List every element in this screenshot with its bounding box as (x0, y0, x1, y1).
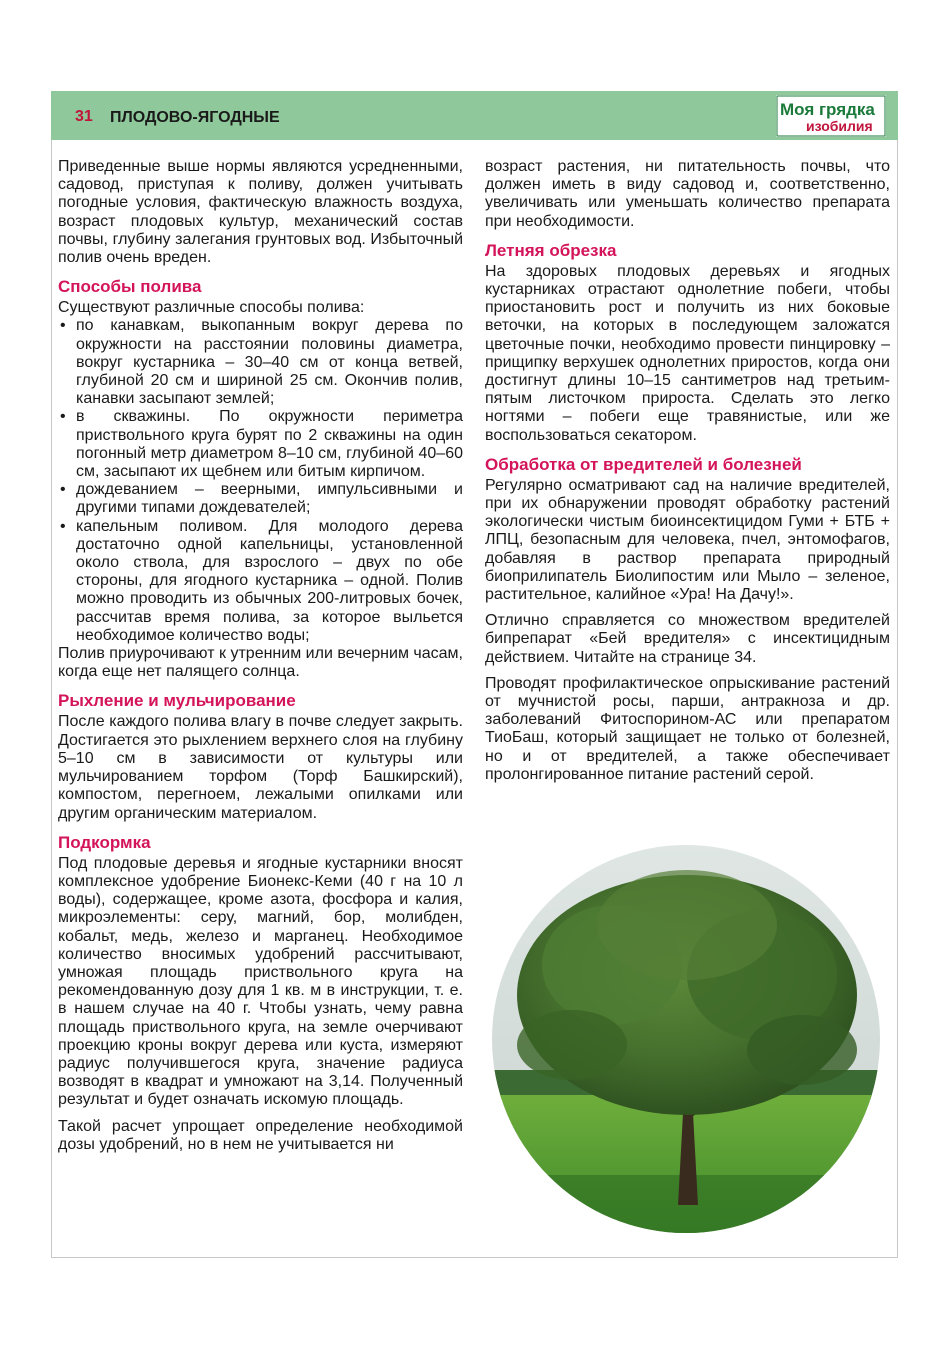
calculation-continued: возраст растения, ни питательность почвы, что должен иметь в виду садовод и, соответственно, увеличивать или уменьшать количество препарата при необходимости. (485, 158, 890, 230)
page-number: 31 (75, 108, 93, 125)
list-item: • дождеванием – веерными, импульсивными и другими типами дождевателей; (58, 481, 463, 517)
loosening-paragraph: После каждого полива влагу в почве следует закрыть. Достигается это рыхлением верхнего слоя на глубину 5–10 см в зависимости от культуры или мульчированием торфом (Торф Башкирский), компостом, перегноем, лежалыми опилками или другим органическим материалом. (58, 713, 463, 822)
watering-intro: Существуют различные способы полива: (58, 299, 365, 317)
list-item: • в скважины. По окружности периметра приствольного круга бурят по 2 скважины на один погонный метр диаметром 8–10 см, глубиной 40–60 см, засыпают их щебнем или битым кирпичом. (58, 408, 463, 481)
magazine-logo (776, 95, 886, 137)
list-item: • по канавкам, выкопанным вокруг дерева по окружности на расстоянии половины диаметра, вокруг кустарника – 30–40 см от конца ветвей, глубиной 20 см и шириной 25 см. Окончив полив, канавки засыпают землей; (58, 317, 463, 408)
heading-summer-pruning: Летняя обрезка (485, 240, 617, 260)
heading-watering-methods: Способы полива (58, 277, 202, 297)
calculation-paragraph: Такой расчет упрощает определение необходимой дозы удобрений, но в нем не учитывается ни (58, 1117, 463, 1153)
list-item: • капельным поливом. Для молодого дерева достаточно одной капельницы, установленной около ствола, для взрослого – двух по обе стороны, для ягодного кустарника – одной. Полив можно проводить из обычных 200-литровых бочек, рассчитав время полива, за которое выльется необходимое количество воды; (58, 518, 463, 645)
pruning-paragraph: На здоровых плодовых деревьях и ягодных кустарниках отрастают однолетние побеги, чтобы приостановить рост и получить из них боковые веточки, на которых в последующем заложатся цветочные почки, необходимо провести пинцировку – прищипку верхушек однолетних приростов, когда они достигнут длины 10–15 сантиметров над третьим-пятым листочком прироста. Сделать это легко ногтями – побеги еще травянистые, или же воспользоваться секатором. (485, 262, 890, 444)
tree-photo (492, 845, 880, 1233)
watering-methods-list (58, 317, 463, 645)
pests-paragraph-2: Отлично справляется со множеством вредителей бипрепарат «Бей вредителя» с инсектицидным действием. Читайте на странице 34. (485, 612, 890, 666)
watering-time-paragraph: Полив приурочивают к утренним или вечерним часам, когда еще нет палящего солнца. (58, 645, 463, 681)
heading-pest-treatment: Обработка от вредителей и болезней (485, 454, 802, 474)
logo-line1: Моя грядка (780, 100, 875, 119)
heading-feeding: Подкормка (58, 832, 151, 852)
section-title: ПЛОДОВО-ЯГОДНЫЕ (110, 109, 280, 126)
logo-line2: изобилия (806, 118, 873, 134)
feeding-paragraph: Под плодовые деревья и ягодные кустарники вносят комплексное удобрение Бионекс-Кеми (40 г на 10 л воды), содержащее, кроме азота, фосфора и калия, микроэлементы: серу, магний, бор, молибден, кобальт, медь, железо и марганец. Необходимое количество вносимых удобрений рассчитывают, умножая площадь приствольного круга на рекомендованную дозу для 1 кв. м в инструкции, т. е. в нашем случае на 40 г. Чтобы узнать, чему равна площадь приствольного круга, на земле очерчивают проекцию кроны вокруг дерева или куста, измеряют радиус получившегося круга, значение радиуса возводят в квадрат и умножают на 3,14. Полученный результат и будет означать искомую площадь. (58, 854, 463, 1109)
pests-paragraph-1: Регулярно осматривают сад на наличие вредителей, при их обнаружении проводят обработку растений экологически чистым биоинсектицидом Гуми + БТБ + ЛПЦ, безопасным для человека, пчел, энтомофагов, добавляя в раствор препарата природный биоприлипатель Биолипостим или Мыло – зеленое, растительное, калийное «Ура! На Дачу!». (485, 476, 890, 604)
heading-loosening-mulching: Рыхление и мульчирование (58, 691, 296, 711)
right-column (485, 158, 890, 792)
pests-paragraph-3: Проводят профилактическое опрыскивание растений от мучнистой росы, парши, антракноза и др. заболеваний Фитоспорином-АС или препаратом ТиоБаш, который защищает не только от болезней, но и от вредителей, а также обеспечивает пролонгированное питание растений серой. (485, 674, 890, 783)
left-column (58, 158, 463, 1162)
intro-paragraph: Приведенные выше нормы являются усредненными, садовод, приступая к поливу, должен учитывать погодные условия, фактическую влажность воздуха, возраст плодовых культур, механический состав почвы, глубину залегания грунтовых вод. Избыточный полив очень вреден. (58, 158, 463, 267)
